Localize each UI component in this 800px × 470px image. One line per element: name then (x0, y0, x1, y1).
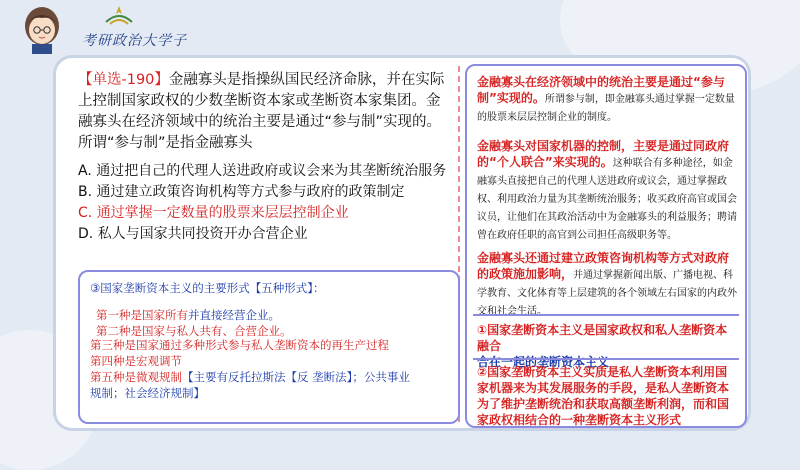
option-text: 通过掌握一定数量的股票来层层控制企业 (96, 205, 349, 221)
form-item: 第一种是国家所有并直接经营企业。 (96, 308, 280, 322)
option-text: 通过把自己的代理人送进政府或议会来为其垄断统治服务 (96, 163, 447, 179)
state-monopoly-definition: ①国家垄断资本主义是国家政权和私人垄断资本融合 合在一起的垄断资本主义 (477, 323, 728, 369)
option-label: A. (78, 163, 92, 179)
question-stem (78, 70, 453, 154)
section-divider (473, 358, 739, 360)
option-label: D. (78, 226, 94, 242)
explanation-panel (465, 64, 747, 428)
option-b[interactable] (78, 182, 453, 203)
form-item: 第三种是国家通过多种形式参与私人垄断资本的再生产过程 (90, 338, 389, 352)
option-text: 通过建立政策咨询机构等方式参与政府的政策制定 (96, 184, 405, 200)
option-c[interactable] (78, 203, 453, 224)
explanation-personal-union: 金融寡头对国家机器的控制，主要是通过同政府的“个人联合”来实现的。这种联合有多种途径，如金融寡头直接把自己的代理人送进政府或议会，通过掌握政权、利用政治力量为其垄断统治服务；收买政府高官或国会议员，让他们在其政治活动中为金融寡头的利益服务；聘请曾在政府任职的高官到公司担任高级职务等。 (477, 139, 737, 241)
form-item: 规制；社会经济规制】 (90, 386, 205, 400)
options-list (78, 161, 453, 245)
explanation-participation: 金融寡头在经济领域中的统治主要是通过“参与制”实现的。所谓参与制，即金融寡头通过掌握一定数量的股票来层层控制企业的制度。 (477, 75, 735, 123)
monopoly-forms-box (78, 270, 460, 424)
option-text: 私人与国家共同投资开办合营企业 (97, 226, 308, 242)
section-divider (473, 314, 739, 316)
question-text: 金融寡头是指操纵国民经济命脉，并在实际上控制国家政权的少数垄断资本家或垄断资本家集团。金融寡头在经济领域中的统治主要是通过“参与制”实现的。所谓“参与制”是指金融寡头 (78, 72, 445, 151)
logo-text: 考研政治大学子 (82, 33, 187, 49)
state-monopoly-essence: ②国家垄断资本主义实质是私人垄断资本利用国家机器来为其发展服务的手段，是私人垄断资本为了维护垄断统治和获取高额垄断利润，而和国家政权相结合的一种垄断资本主义形式 (477, 365, 730, 427)
option-a[interactable] (78, 161, 453, 182)
option-d[interactable] (78, 224, 453, 245)
logo-emblem-icon (102, 4, 136, 26)
option-label: C. (78, 205, 93, 221)
option-label: B. (78, 184, 93, 200)
form-item: 第四种是宏观调节 (90, 354, 182, 368)
form-item: 第五种是微观规制【主要有反托拉斯法【反 垄断法】；公共事业 (90, 370, 410, 384)
form-item: 第二种是国家与私人共有、合营企业。 (96, 324, 292, 338)
avatar-icon (20, 4, 64, 54)
question-tag: 【单选-190】 (78, 72, 169, 88)
forms-title: ③国家垄断资本主义的主要形式【五种形式】： (90, 281, 325, 295)
explanation-policy-influence: 金融寡头还通过建立政策咨询机构等方式对政府的政策施加影响，并通过掌握新闻出版、广播电视、科学教育、文化体育等上层建筑的各个领域左右国家的内政外交和社会生活。 (477, 251, 737, 317)
logo (14, 2, 204, 57)
